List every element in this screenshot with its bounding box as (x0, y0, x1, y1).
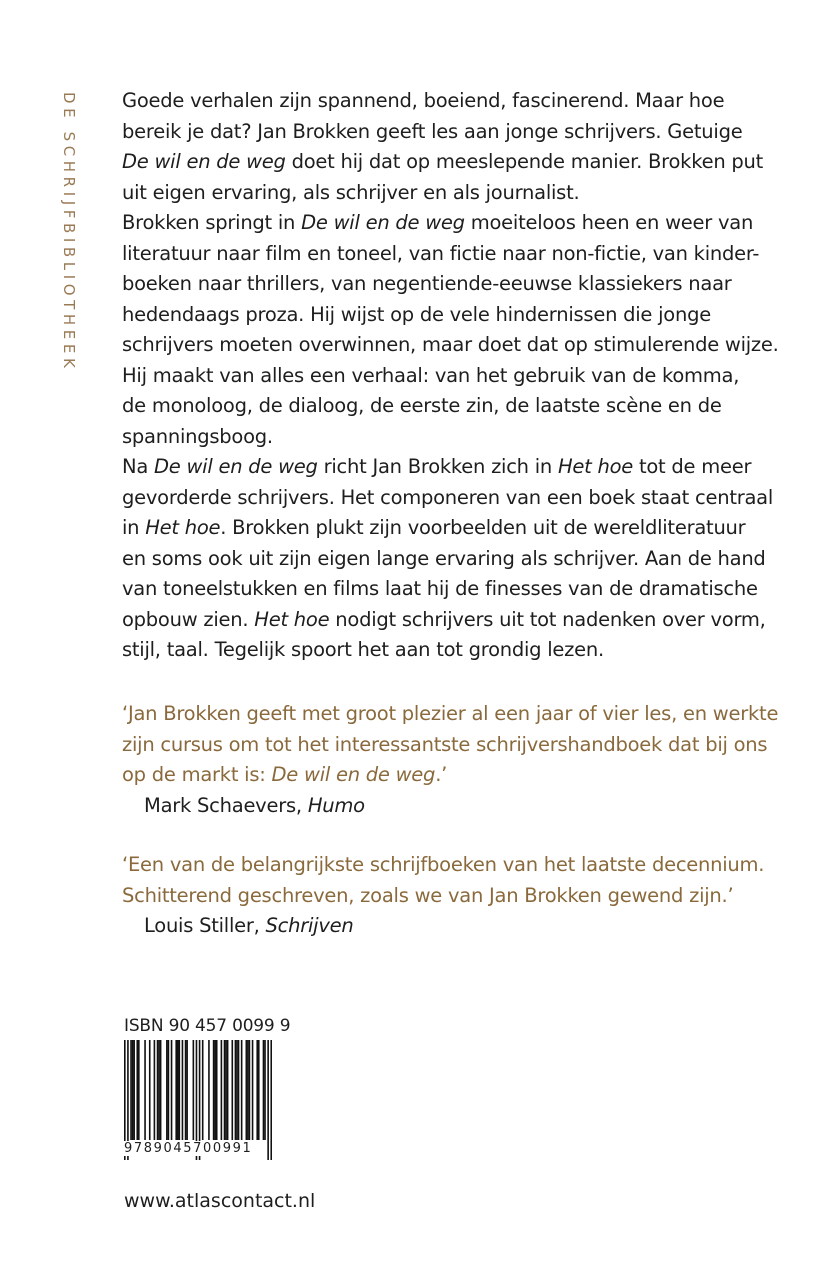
description-line (122, 422, 812, 453)
text-run: zijn cursus om tot het interessantste schrijvershandboek dat bij ons (122, 732, 768, 756)
text-run: richt Jan Brokken zich in (317, 455, 558, 478)
review-quote-2 (122, 850, 812, 942)
text-run: uit eigen ervaring, als schrijver en als journalist. (122, 180, 580, 204)
barcode-bar (235, 1040, 237, 1140)
description-line (122, 269, 812, 300)
text-run: Na (122, 455, 154, 478)
barcode-bar (130, 1040, 132, 1140)
description-line (122, 544, 812, 575)
description-line (122, 635, 812, 666)
description-line (122, 361, 812, 392)
text-run: Louis Stiller, (144, 914, 266, 937)
barcode-bar (263, 1040, 265, 1140)
barcode-bar (185, 1040, 187, 1140)
barcode-bar (249, 1040, 251, 1140)
text-run: en soms ook uit zijn eigen lange ervaring als schrijver. Aan de hand (122, 546, 766, 570)
barcode-bar (168, 1040, 170, 1140)
quote-source (122, 911, 812, 942)
barcode-bar (252, 1040, 254, 1140)
text-run: gevorderde schrijvers. Het componeren van een boek staat centraal (122, 485, 774, 509)
quote-line (122, 760, 812, 791)
text-run: spanningsboog. (122, 424, 273, 448)
text-run: ‘Jan Brokken geeft met groot plezier al een jaar of vier les, en werkte (122, 702, 779, 725)
description-line (122, 86, 812, 117)
barcode-bar (267, 1040, 269, 1160)
description-line (122, 208, 812, 239)
text-run: Mark Schaevers, (144, 793, 308, 817)
barcode-bar (258, 1040, 260, 1140)
book-description (122, 86, 812, 666)
barcode-bar (227, 1040, 229, 1140)
text-run: ‘Een van de belangrijkste schrijfboeken van het laatste decennium. (122, 853, 765, 876)
italic-title: De wil en de weg (301, 211, 465, 234)
description-line (122, 574, 812, 605)
text-run: op de markt is: (122, 763, 272, 786)
barcode-bar (246, 1040, 248, 1140)
barcode-bar (157, 1040, 159, 1140)
barcode-bar (166, 1040, 168, 1140)
text-run: nodigt schrijvers uit tot nadenken over vorm, (329, 607, 766, 631)
text-run: literatuur naar film en toneel, van fictie naar non-fictie, van kinder- (122, 241, 760, 265)
barcode-bar (270, 1040, 272, 1160)
barcode-bar (216, 1040, 218, 1140)
quote-line (122, 699, 812, 730)
barcode-bar (179, 1040, 181, 1140)
barcode-bar (213, 1040, 215, 1140)
barcode-bar (175, 1040, 177, 1140)
barcode-bar (186, 1040, 188, 1140)
text-run: doet hij dat op meeslepende manier. Brokken put (285, 150, 764, 173)
text-run: bereik je dat? Jan Brokken geeft les aan jonge schrijvers. Getuige (122, 119, 743, 143)
italic-title: Het hoe (254, 607, 330, 631)
publisher-website: www.atlascontact.nl (124, 1190, 316, 1212)
text-run: .’ (435, 763, 448, 786)
isbn-label: ISBN 90 457 0099 9 (124, 1016, 291, 1036)
description-line (122, 147, 812, 178)
barcode-bar (138, 1040, 140, 1140)
description-line (122, 178, 812, 209)
text-run: Goede verhalen zijn spannend, boeiend, fascinerend. Maar hoe (122, 89, 725, 112)
text-run: schrijvers moeten overwinnen, maar doet dat op stimulerende wijze. (122, 333, 779, 356)
text-run: Brokken springt in (122, 211, 302, 234)
series-spine-label: DE SCHRIJFBIBLIOTHEEK (60, 92, 78, 373)
barcode-bar (208, 1040, 210, 1140)
italic-title: De wil en de weg (271, 763, 436, 786)
text-run: moeiteloos heen en weer van (464, 211, 754, 234)
description-line (122, 117, 812, 148)
barcode-bar (214, 1040, 216, 1140)
barcode-bar (133, 1040, 135, 1140)
barcode-bar (160, 1040, 162, 1140)
italic-title: Humo (307, 793, 365, 817)
italic-title: Het hoe (145, 516, 221, 539)
text-run: van toneelstukken en films laat hij de finesses van de dramatische (122, 577, 758, 600)
barcode-bar (224, 1040, 226, 1140)
barcode-bar (221, 1040, 223, 1140)
italic-title: De wil en de weg (122, 150, 286, 173)
barcode-bar (236, 1040, 238, 1140)
text-run: de monoloog, de dialoog, de eerste zin, de laatste scène en de (122, 394, 722, 417)
quote-line (122, 730, 812, 761)
barcode-bar (247, 1040, 249, 1140)
description-line (122, 391, 812, 422)
barcode-bar (256, 1040, 258, 1140)
description-line (122, 605, 812, 636)
barcode-bar (231, 1040, 233, 1140)
text-run: Schitterend geschreven, zoals we van Jan Brokken gewend zijn.’ (122, 883, 734, 907)
barcode-bar (225, 1040, 227, 1140)
barcode-bar (144, 1040, 146, 1140)
barcode-bar (136, 1040, 138, 1140)
barcode-bar (171, 1040, 173, 1140)
text-run: stijl, taal. Tegelijk spoort het aan tot grondig lezen. (122, 638, 604, 661)
italic-title: Schrijven (265, 914, 354, 937)
quote-source (122, 791, 812, 822)
barcode-bar (182, 1040, 184, 1140)
quote-line (122, 881, 812, 912)
description-line (122, 239, 812, 270)
description-line (122, 513, 812, 544)
italic-title: Het hoe (557, 455, 634, 478)
description-line (122, 300, 812, 331)
barcode-bar (238, 1040, 240, 1140)
text-run: boeken naar thrillers, van negentiende-eeuwse klassiekers naar (122, 272, 732, 295)
barcode-bar (264, 1040, 266, 1140)
text-run: in (122, 516, 146, 539)
italic-title: De wil en de weg (154, 455, 318, 478)
ean-digits: 9789045700991 (124, 1141, 253, 1156)
barcode-bar (202, 1040, 204, 1140)
text-run: . Brokken plukt zijn voorbeelden uit de wereldliteratuur (220, 516, 746, 539)
description-line (122, 483, 812, 514)
text-run: opbouw zien. (122, 607, 255, 631)
barcode-bar (241, 1040, 243, 1140)
barcode-bar (158, 1040, 160, 1140)
text-run: hedendaags proza. Hij wijst op de vele hindernissen die jonge (122, 302, 711, 326)
text-run: Hij maakt van alles een verhaal: van het gebruik van de komma, (122, 363, 740, 387)
description-line (122, 452, 812, 483)
quote-line (122, 850, 812, 881)
barcode-bar (149, 1040, 151, 1140)
barcode-bar (193, 1040, 195, 1140)
text-run: tot de meer (633, 455, 752, 478)
review-quote-1 (122, 699, 812, 821)
barcode-bar (132, 1040, 134, 1140)
barcode-bar (177, 1040, 179, 1140)
barcode-bar (154, 1040, 156, 1140)
description-line (122, 330, 812, 361)
